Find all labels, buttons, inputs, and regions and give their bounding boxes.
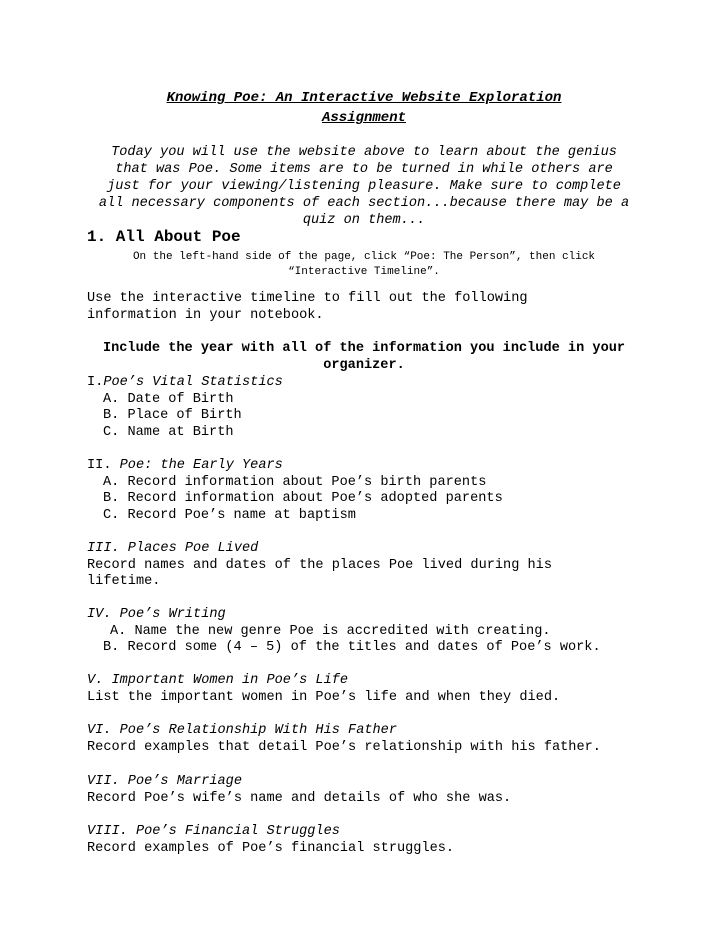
section-i-item-a: A. Date of Birth — [103, 392, 234, 407]
section-ii-heading — [87, 457, 283, 474]
section-ii-item-a: A. Record information about Poe’s birth parents — [103, 475, 487, 490]
include-line-1: Include the year with all of the information you include in your — [102, 341, 626, 356]
title-line-2: Assignment — [321, 110, 406, 126]
section-ii-item-c: C. Record Poe’s name at baptism — [103, 508, 356, 523]
use-line-1: Use the interactive timeline to fill out the following — [87, 291, 528, 306]
section-iv-item-b: B. Record some (4 – 5) of the titles and dates of Poe’s work. — [103, 640, 601, 655]
use-line-2: information in your notebook. — [87, 308, 324, 323]
section-ii-prefix: II. — [87, 458, 120, 473]
section-i-title: Poe’s Vital Statistics — [103, 375, 283, 390]
section-iii-heading: III. Places Poe Lived — [87, 541, 259, 556]
section-i-item-b: B. Place of Birth — [103, 408, 242, 423]
section-ii-title: Poe: the Early Years — [119, 458, 283, 473]
title-line-1: Knowing Poe: An Interactive Website Exploration — [166, 90, 562, 106]
section-i-prefix: I. — [87, 375, 104, 390]
section-vii-body: Record Poe’s wife’s name and details of who she was. — [87, 791, 512, 806]
intro-line-4: all necessary components of each section...because there may be a — [98, 196, 630, 211]
intro-line-1: Today you will use the website above to learn about the genius — [111, 145, 617, 160]
section-i-item-c: C. Name at Birth — [103, 425, 234, 440]
instruction-line-2: “Interactive Timeline”. — [288, 266, 440, 278]
section-v-heading: V. Important Women in Poe’s Life — [87, 673, 349, 688]
section-iii-body-1: Record names and dates of the places Poe lived during his — [87, 558, 552, 573]
section-iv-item-a: A. Name the new genre Poe is accredited with creating. — [110, 624, 551, 639]
section-vi-body: Record examples that detail Poe’s relationship with his father. — [87, 740, 601, 755]
section-v-body: List the important women in Poe’s life and when they died. — [87, 690, 561, 705]
intro-line-3: just for your viewing/listening pleasure. Make sure to complete — [107, 179, 621, 194]
section-heading: 1. All About Poe — [87, 228, 241, 246]
include-line-2: organizer. — [323, 358, 405, 373]
section-viii-body: Record examples of Poe’s financial struggles. — [87, 841, 455, 856]
section-iv-heading: IV. Poe’s Writing — [87, 607, 226, 622]
instruction-line-1: On the left-hand side of the page, click “Poe: The Person”, then click — [132, 251, 596, 263]
intro-line-2: that was Poe. Some items are to be turned in while others are — [115, 162, 613, 177]
section-iii-body-2: lifetime. — [87, 574, 161, 589]
intro-line-5: quiz on them... — [302, 213, 426, 228]
section-viii-heading: VIII. Poe’s Financial Struggles — [87, 824, 340, 839]
section-vii-heading: VII. Poe’s Marriage — [87, 774, 242, 789]
section-i-heading — [87, 374, 283, 391]
section-ii-item-b: B. Record information about Poe’s adopted parents — [103, 491, 503, 506]
section-vi-heading: VI. Poe’s Relationship With His Father — [87, 723, 397, 738]
